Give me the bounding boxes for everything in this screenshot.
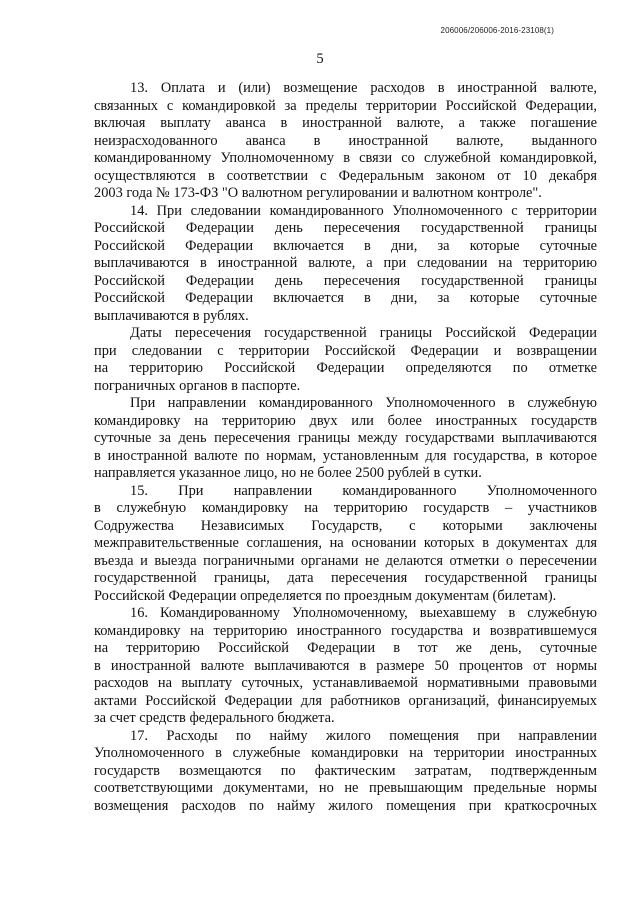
text-line: соответствующими документами, но не превышающим предельные нормы: [94, 780, 597, 796]
text-line: за счет средств федерального бюджета.: [94, 710, 335, 726]
text-line: в иностранной валюте по нормам, установленным для государства, в которое: [94, 447, 597, 464]
text-line: Российской Федерации день пересечения государственной границы: [94, 220, 597, 236]
text-line: выплачиваются в иностранной валюте, а при следовании на территорию: [94, 255, 597, 271]
text-line: 16. Командированному Уполномоченному, выехавшему в служебную: [130, 605, 597, 621]
text-line: на территорию Российской Федерации определяются по отметке: [94, 360, 597, 376]
paragraph-14: [94, 203, 597, 326]
text-line: Содружества Независимых Государств, с которыми заключены: [94, 517, 597, 534]
paragraph-16: [94, 605, 597, 728]
text-line: в служебную командировку на территорию государств – участников: [94, 500, 597, 516]
text-line: 14. При следовании командированного Уполномоченного с территории: [130, 202, 597, 219]
document-code: 206006/206006-2016-23108(1): [440, 26, 554, 35]
text-line: государств возмещаются по фактическим затратам, подтвержденным: [94, 762, 597, 779]
text-line: в иностранной валюте выплачиваются в размере 50 процентов от нормы: [94, 657, 597, 674]
text-line: Российской Федерации определяется по проездным документам (билетам).: [94, 587, 557, 604]
text-line: суточные за день пересечения границы между государствами выплачиваются: [94, 430, 597, 446]
text-line: 15. При направлении командированного Уполномоченного: [130, 482, 597, 499]
text-line: осуществляются в соответствии с Федеральным законом от 10 декабря: [94, 167, 597, 184]
text-line: Российской Федерации включается в дни, за которые суточные: [94, 290, 597, 306]
text-line: 13. Оплата и (или) возмещение расходов в иностранной валюте,: [130, 80, 597, 96]
paragraph-multiple-states: [94, 395, 597, 483]
text-line: Российской Федерации включается в дни, за которые суточные: [94, 237, 597, 254]
text-line: связанных с командировкой за пределы территории Российской Федерации,: [94, 97, 597, 114]
text-line: командировку на территорию двух или более иностранных государств: [94, 412, 597, 429]
paragraph-15: [94, 483, 597, 606]
text-line: направляется указанное лицо, но не более 2500 рублей в сутки.: [94, 465, 482, 481]
paragraph-13: [94, 80, 597, 203]
text-line: расходов на выплату суточных, устанавливаемой нормативными правовыми: [94, 675, 597, 691]
text-line: Даты пересечения государственной границы Российской Федерации: [130, 325, 597, 341]
text-line: командированному Уполномоченному в связи со служебной командировкой,: [94, 150, 597, 166]
text-line: возмещения расходов по найму жилого помещения при краткосрочных: [94, 797, 597, 814]
text-line: государственной границы, дата пересечения государственной границы: [94, 570, 597, 586]
text-line: включая выплату аванса в иностранной валюте, а также погашение: [94, 115, 597, 131]
text-line: командировку на территорию иностранного государства и возвратившемуся: [94, 622, 597, 639]
text-line: при следовании с территории Российской Федерации и возвращении: [94, 342, 597, 359]
text-line: въезда и выезда пограничными органами не делаются отметки о пересечении: [94, 552, 597, 569]
text-line: 17. Расходы по найму жилого помещения при направлении: [130, 727, 597, 744]
text-line: актами Российской Федерации для работников организаций, финансируемых: [94, 692, 597, 709]
paragraph-17: [94, 728, 597, 816]
page-number: 5: [316, 51, 324, 67]
text-line: неизрасходованного аванса в иностранной валюте, выданного: [94, 132, 597, 149]
text-line: выплачиваются в рублях.: [94, 307, 249, 324]
text-line: При направлении командированного Уполномоченного в служебную: [130, 395, 597, 411]
text-line: Российской Федерации день пересечения государственной границы: [94, 272, 597, 289]
text-line: пограничных органов в паспорте.: [94, 377, 301, 394]
document-body: [94, 80, 597, 815]
paragraph-crossing-dates: [94, 325, 597, 395]
text-line: Уполномоченного в служебные командировки на территории иностранных: [94, 745, 597, 761]
text-line: межправительственные соглашения, на основании которых в документах для: [94, 535, 597, 551]
text-line: на территорию Российской Федерации в тот же день, суточные: [94, 640, 597, 656]
text-line: 2003 года № 173-ФЗ "О валютном регулировании и валютном контроле".: [94, 185, 542, 201]
